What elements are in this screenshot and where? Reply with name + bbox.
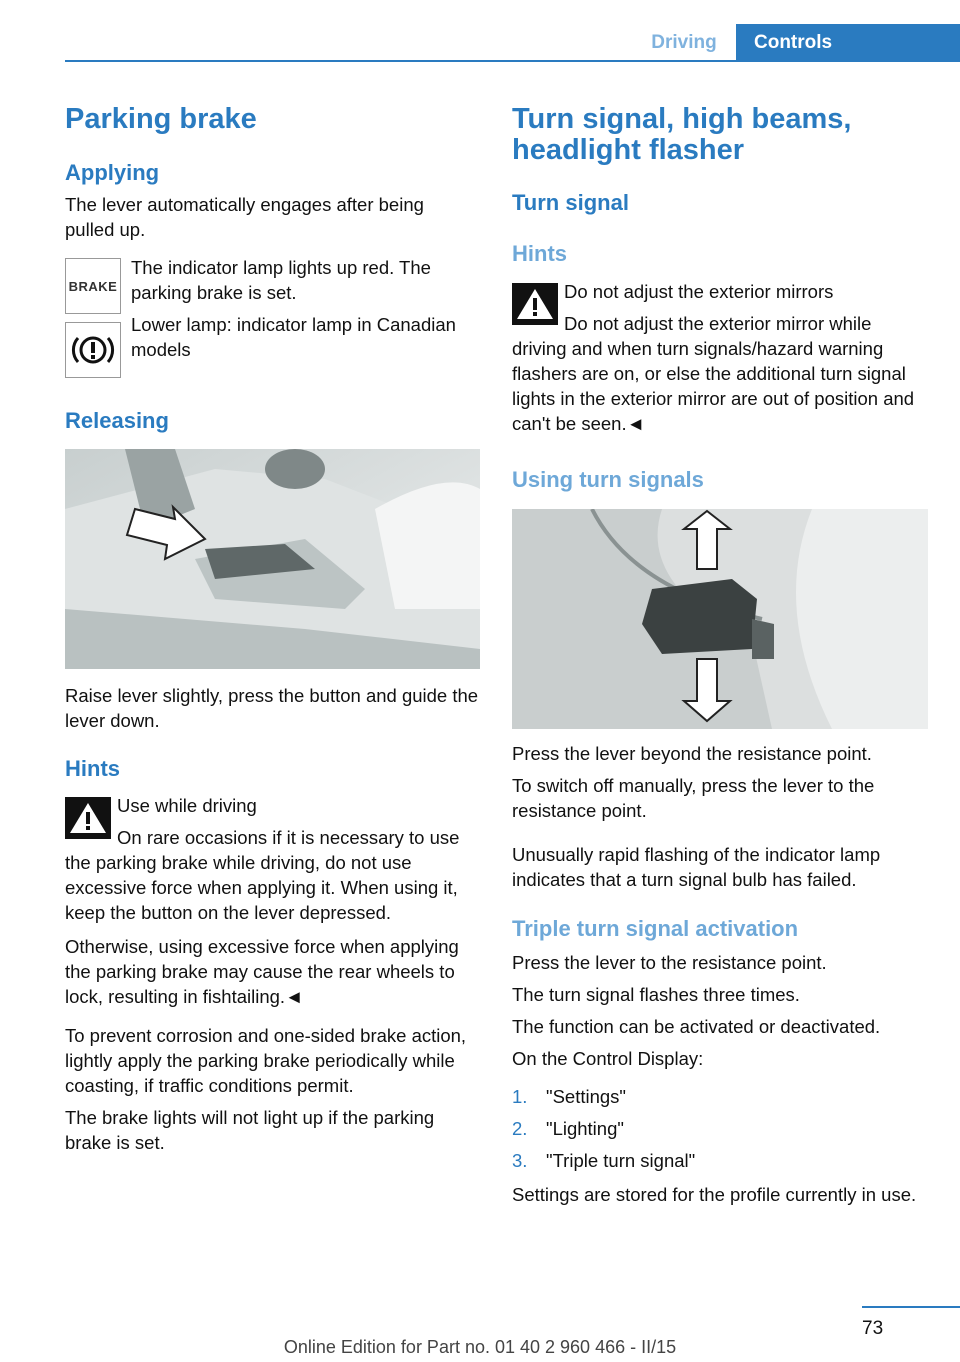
triple-p2: The turn signal flashes three times. bbox=[512, 984, 800, 1005]
right-warning-title: Do not adjust the exterior mirrors bbox=[564, 281, 834, 302]
left-warning-title: Use while driving bbox=[117, 795, 257, 816]
brake-lights-paragraph: The brake lights will not light up if the parking brake is set. bbox=[65, 1107, 435, 1153]
applying-text: The lever automatically engages after being pulled up. bbox=[65, 194, 424, 240]
settings-stored-text: Settings are stored for the profile currently in use. bbox=[512, 1184, 917, 1205]
left-hints-heading: Hints bbox=[65, 756, 120, 781]
footer-rule bbox=[862, 1306, 960, 1308]
triple-p1: Press the lever to the resistance point. bbox=[512, 952, 827, 973]
triple-p4: On the Control Display: bbox=[512, 1048, 704, 1069]
press-lever-text: Press the lever beyond the resistance point. bbox=[512, 743, 872, 764]
corrosion-paragraph: To prevent corrosion and one-sided brake action, lightly apply the parking brake periodically while coasting, if traffic conditions permit. bbox=[65, 1025, 467, 1096]
list-item: "Lighting" bbox=[546, 1118, 624, 1139]
left-warning-text: On rare occasions if it is necessary to use the parking brake while driving, do not use excessive force when applying it. When using it, keep the button on the lever depressed. bbox=[65, 827, 460, 923]
switch-off-text: To switch off manually, press the lever to the resistance point. bbox=[512, 775, 875, 821]
triple-p3: The function can be activated or deactivated. bbox=[512, 1016, 881, 1037]
applying-heading: Applying bbox=[65, 160, 160, 185]
list-item-number: 3. bbox=[512, 1150, 528, 1171]
right-hints-heading: Hints bbox=[512, 241, 567, 266]
right-warning-text: Do not adjust the exterior mirror while driving and when turn signals/hazard warning flashers are on, or else the additional turn signal lights in the exterior mirror are out of position and can't be seen.◄ bbox=[512, 313, 915, 434]
canadian-lamp-text: Lower lamp: indicator lamp in Canadian models bbox=[131, 314, 456, 360]
list-item: "Settings" bbox=[546, 1086, 626, 1107]
header-section: Driving bbox=[651, 32, 717, 53]
left-warning-text2: Otherwise, using excessive force when applying the parking brake may cause the rear wheels to lock, resulting in fishtailing.◄ bbox=[65, 936, 459, 1007]
header-chapter: Controls bbox=[736, 24, 960, 62]
turn-signal-title: Turn signal, high beams, headlight flasher bbox=[512, 103, 852, 166]
parking-brake-title: Parking brake bbox=[65, 103, 257, 135]
list-item-number: 1. bbox=[512, 1086, 528, 1107]
brake-indicator-text: The indicator lamp lights up red. The parking brake is set. bbox=[131, 257, 431, 303]
triple-turn-heading: Triple turn signal activation bbox=[512, 916, 799, 941]
using-turn-signals-heading: Using turn signals bbox=[512, 467, 704, 492]
releasing-caption: Raise lever slightly, press the button and guide the lever down. bbox=[65, 685, 479, 731]
releasing-heading: Releasing bbox=[65, 408, 169, 433]
parking-brake-photo bbox=[65, 449, 480, 669]
turn-signal-heading: Turn signal bbox=[512, 190, 629, 215]
header-rule bbox=[65, 60, 960, 62]
turn-signal-lever-photo bbox=[512, 509, 928, 729]
list-item: "Triple turn signal" bbox=[546, 1150, 696, 1171]
page-number: 73 bbox=[862, 1318, 884, 1339]
canadian-brake-lamp-icon bbox=[65, 322, 121, 378]
brake-icon-label: BRAKE bbox=[68, 278, 118, 294]
rapid-flashing-text: Unusually rapid flashing of the indicator lamp indicates that a turn signal bulb has failed. bbox=[512, 844, 881, 890]
brake-indicator-icon bbox=[65, 258, 121, 314]
list-item-number: 2. bbox=[512, 1118, 528, 1139]
edition-note: Online Edition for Part no. 01 40 2 960 466 - II/15 bbox=[283, 1337, 677, 1357]
